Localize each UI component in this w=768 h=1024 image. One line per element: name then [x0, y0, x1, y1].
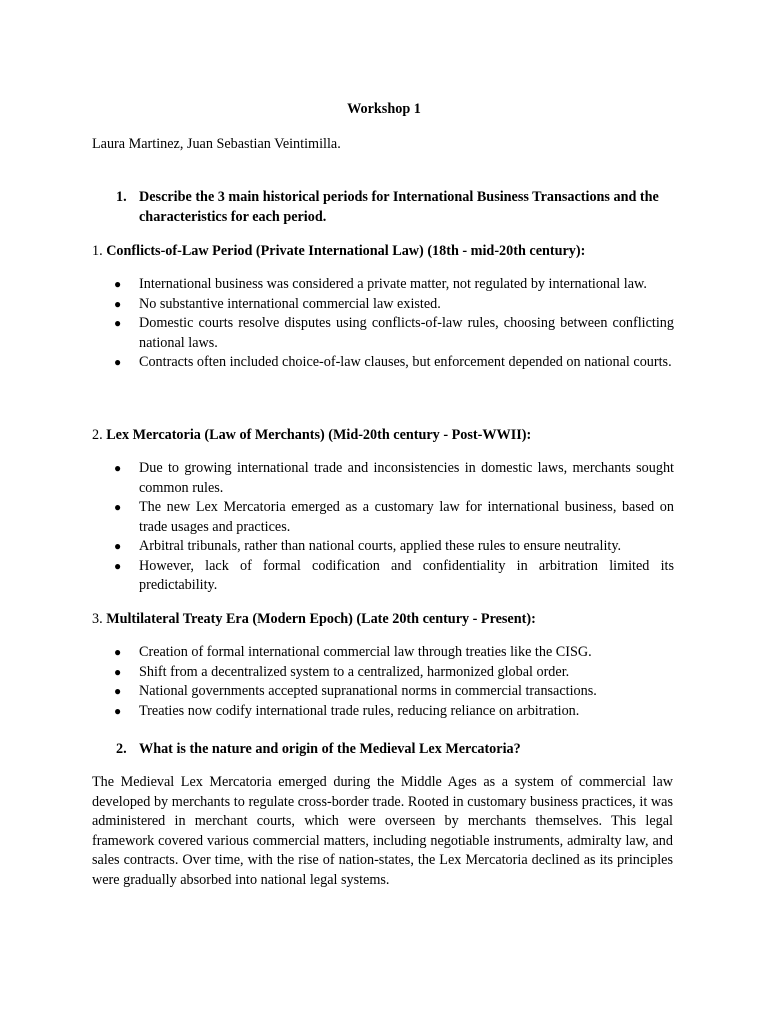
bullet-item [112, 353, 674, 373]
bullet-item [112, 295, 674, 315]
period-1-heading [92, 242, 682, 262]
bullet-text: No substantive international commercial law existed. [139, 295, 441, 312]
bullet-item [112, 682, 674, 702]
bullet-icon: ● [114, 558, 122, 573]
bullet-icon: ● [114, 703, 122, 718]
bullet-item [112, 537, 674, 557]
period-3-heading [92, 610, 682, 630]
period-number: 1. [92, 243, 103, 259]
bullet-icon: ● [114, 316, 122, 330]
question-number: 2. [116, 741, 127, 757]
bullet-icon: ● [114, 461, 122, 475]
question-text: Describe the 3 main historical periods for International Business Transactions and the characteristics for each period. [139, 189, 659, 225]
document-title: Workshop 1 [347, 101, 421, 117]
answer-2-paragraph: The Medieval Lex Mercatoria emerged during the Middle Ages as a system of commercial law developed by merchants to regulate cross-border trade. Rooted in customary business practices, it was administered in merchant courts, which were overseen by merchants themselves. This legal framework covered various commercial matters, including negotiable instruments, admiralty law, and sales contracts. Over time, with the rise of nation-states, the Lex Mercatoria declined as its principles were gradually absorbed into national legal systems. [92, 774, 673, 888]
bullet-item [112, 314, 674, 353]
bullet-text: Contracts often included choice-of-law clauses, but enforcement depended on national courts. [139, 354, 672, 370]
bullet-item [112, 643, 674, 663]
period-1-bullets [112, 275, 674, 373]
period-3-bullets [112, 643, 674, 721]
authors-line: Laura Martinez, Juan Sebastian Veintimilla. [92, 136, 341, 152]
bullet-item [112, 663, 674, 683]
bullet-item [112, 275, 674, 295]
question-text: What is the nature and origin of the Medieval Lex Mercatoria? [139, 741, 521, 757]
period-title: Multilateral Treaty Era (Modern Epoch) (Late 20th century - Present): [106, 611, 536, 627]
bullet-icon: ● [114, 684, 122, 698]
question-2 [116, 740, 676, 760]
bullet-item [112, 459, 674, 498]
bullet-icon: ● [114, 645, 122, 659]
bullet-text: National governments accepted supranational norms in commercial transactions. [139, 683, 597, 699]
bullet-text: Shift from a decentralized system to a centralized, harmonized global order. [139, 663, 570, 680]
question-number: 1. [116, 189, 127, 205]
bullet-item [112, 498, 674, 537]
period-2-heading [92, 426, 682, 446]
question-1 [116, 188, 676, 227]
period-2-bullets [112, 459, 674, 596]
bullet-icon: ● [114, 296, 122, 311]
bullet-icon: ● [114, 277, 122, 291]
bullet-icon: ● [114, 539, 122, 553]
period-title: Lex Mercatoria (Law of Merchants) (Mid-20th century - Post-WWII): [106, 427, 532, 443]
bullet-icon: ● [114, 500, 122, 514]
bullet-icon: ● [114, 664, 122, 679]
period-number: 2. [92, 427, 103, 443]
bullet-text: International business was considered a private matter, not regulated by international law. [139, 276, 647, 292]
bullet-item [112, 557, 674, 596]
period-title: Conflicts-of-Law Period (Private International Law) (18th - mid-20th century): [106, 243, 586, 259]
bullet-item [112, 702, 674, 722]
bullet-text: Treaties now codify international trade rules, reducing reliance on arbitration. [139, 702, 580, 719]
bullet-icon: ● [114, 355, 122, 369]
period-number: 3. [92, 611, 103, 627]
bullet-text: Creation of formal international commercial law through treaties like the CISG. [139, 644, 592, 660]
bullet-text: Due to growing international trade and inconsistencies in domestic laws, merchants sought common rules. [139, 460, 674, 496]
bullet-text: Arbitral tribunals, rather than national courts, applied these rules to ensure neutrality. [139, 538, 622, 554]
bullet-text: Domestic courts resolve disputes using conflicts-of-law rules, choosing between conflicting national laws. [139, 315, 674, 351]
bullet-text: However, lack of formal codification and confidentiality in arbitration limited its predictability. [139, 557, 674, 593]
bullet-text: The new Lex Mercatoria emerged as a customary law for international business, based on trade usages and practices. [139, 499, 674, 535]
